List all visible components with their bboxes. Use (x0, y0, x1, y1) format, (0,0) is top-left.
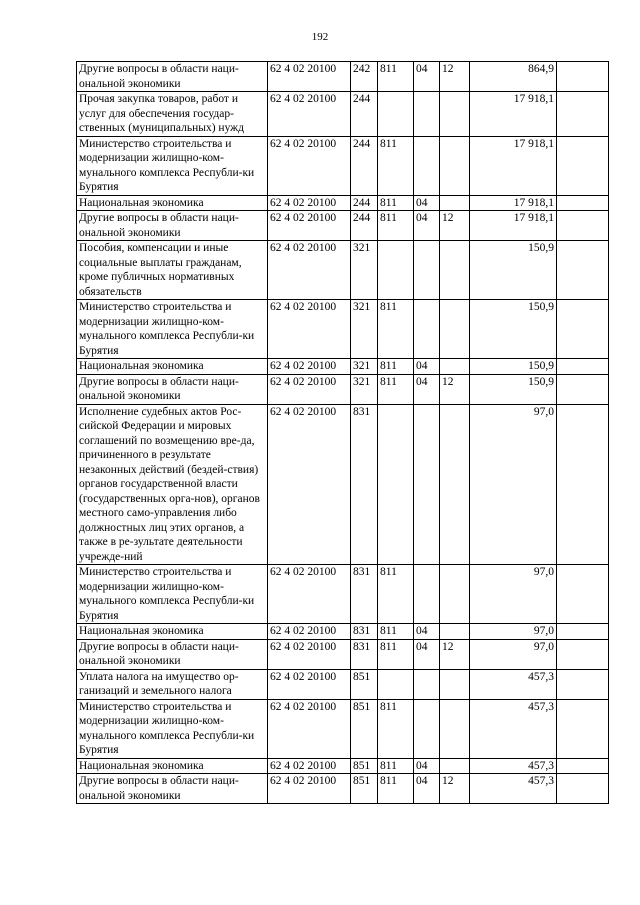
page-number: 192 (311, 31, 329, 43)
empty-cell (557, 92, 609, 137)
amount-cell: 17 918,1 (470, 136, 557, 195)
target-article-cell: 62 4 02 20100 (268, 404, 351, 565)
ministry-code-cell (378, 92, 414, 137)
ministry-code-cell: 811 (378, 374, 414, 404)
table-row (77, 404, 609, 565)
amount-cell: 17 918,1 (470, 92, 557, 137)
subsection-cell (440, 136, 470, 195)
amount-cell: 150,9 (470, 374, 557, 404)
table-row (77, 774, 609, 804)
target-article-cell: 62 4 02 20100 (268, 565, 351, 624)
empty-cell (557, 241, 609, 300)
amount-cell: 457,3 (470, 774, 557, 804)
empty-cell (557, 359, 609, 375)
amount-cell: 457,3 (470, 669, 557, 699)
subsection-cell (440, 195, 470, 211)
expense-type-cell: 244 (351, 211, 378, 241)
row-name-cell: Другие вопросы в области наци-ональной экономики (77, 774, 268, 804)
section-cell: 04 (414, 774, 440, 804)
expense-type-cell: 244 (351, 195, 378, 211)
empty-cell (557, 300, 609, 359)
target-article-cell: 62 4 02 20100 (268, 699, 351, 758)
expense-type-cell: 831 (351, 565, 378, 624)
table-row (77, 565, 609, 624)
row-name-cell: Национальная экономика (77, 359, 268, 375)
row-name-cell: Другие вопросы в области наци-ональной экономики (77, 374, 268, 404)
target-article-cell: 62 4 02 20100 (268, 758, 351, 774)
ministry-code-cell: 811 (378, 300, 414, 359)
empty-cell (557, 699, 609, 758)
row-name-cell: Пособия, компенсации и иные социальные выплаты гражданам, кроме публичных нормативных обязательств (77, 241, 268, 300)
table-row (77, 374, 609, 404)
section-cell: 04 (414, 195, 440, 211)
row-name-cell: Исполнение судебных актов Рос-сийской Федерации и мировых соглашений по возмещению вре-да, причиненного в результате незаконных действий (бездей-ствия) органов государственной власти (государственных орга-нов), органов местного само-управления либо должностных лиц этих органов, а также в ре-зультате деятельности учрежде-ний (77, 404, 268, 565)
amount-cell: 457,3 (470, 758, 557, 774)
subsection-cell: 12 (440, 639, 470, 669)
row-name-cell: Другие вопросы в области наци-ональной экономики (77, 211, 268, 241)
expense-type-cell: 242 (351, 62, 378, 92)
ministry-code-cell: 811 (378, 565, 414, 624)
target-article-cell: 62 4 02 20100 (268, 241, 351, 300)
subsection-cell (440, 624, 470, 640)
expense-type-cell: 831 (351, 404, 378, 565)
row-name-cell: Национальная экономика (77, 624, 268, 640)
target-article-cell: 62 4 02 20100 (268, 136, 351, 195)
table-row (77, 92, 609, 137)
section-cell: 04 (414, 758, 440, 774)
empty-cell (557, 136, 609, 195)
section-cell (414, 404, 440, 565)
target-article-cell: 62 4 02 20100 (268, 774, 351, 804)
table-row (77, 758, 609, 774)
empty-cell (557, 195, 609, 211)
ministry-code-cell: 811 (378, 136, 414, 195)
empty-cell (557, 374, 609, 404)
table-row (77, 136, 609, 195)
section-cell: 04 (414, 624, 440, 640)
row-name-cell: Министерство строительства и модернизации жилищно-ком-мунального комплекса Республи-ки Бурятия (77, 565, 268, 624)
row-name-cell: Другие вопросы в области наци-ональной экономики (77, 639, 268, 669)
empty-cell (557, 211, 609, 241)
section-cell: 04 (414, 211, 440, 241)
expense-type-cell: 831 (351, 624, 378, 640)
expense-type-cell: 851 (351, 758, 378, 774)
table-body (77, 62, 609, 804)
target-article-cell: 62 4 02 20100 (268, 374, 351, 404)
expense-type-cell: 321 (351, 359, 378, 375)
expense-type-cell: 851 (351, 699, 378, 758)
target-article-cell: 62 4 02 20100 (268, 211, 351, 241)
amount-cell: 97,0 (470, 639, 557, 669)
subsection-cell: 12 (440, 211, 470, 241)
ministry-code-cell: 811 (378, 639, 414, 669)
target-article-cell: 62 4 02 20100 (268, 669, 351, 699)
subsection-cell (440, 669, 470, 699)
target-article-cell: 62 4 02 20100 (268, 639, 351, 669)
expense-type-cell: 244 (351, 136, 378, 195)
ministry-code-cell: 811 (378, 211, 414, 241)
expense-type-cell: 851 (351, 774, 378, 804)
amount-cell: 457,3 (470, 699, 557, 758)
subsection-cell: 12 (440, 62, 470, 92)
target-article-cell: 62 4 02 20100 (268, 195, 351, 211)
subsection-cell (440, 758, 470, 774)
table-row (77, 62, 609, 92)
ministry-code-cell: 811 (378, 758, 414, 774)
ministry-code-cell (378, 241, 414, 300)
target-article-cell: 62 4 02 20100 (268, 359, 351, 375)
table-row (77, 639, 609, 669)
empty-cell (557, 774, 609, 804)
subsection-cell (440, 404, 470, 565)
ministry-code-cell (378, 404, 414, 565)
amount-cell: 150,9 (470, 300, 557, 359)
table-row (77, 211, 609, 241)
section-cell: 04 (414, 639, 440, 669)
amount-cell: 97,0 (470, 624, 557, 640)
row-name-cell: Министерство строительства и модернизации жилищно-ком-мунального комплекса Республи-ки Бурятия (77, 136, 268, 195)
row-name-cell: Прочая закупка товаров, работ и услуг для обеспечения государ-ственных (муниципальных) нужд (77, 92, 268, 137)
amount-cell: 150,9 (470, 359, 557, 375)
ministry-code-cell: 811 (378, 624, 414, 640)
ministry-code-cell: 811 (378, 359, 414, 375)
subsection-cell (440, 359, 470, 375)
expense-type-cell: 831 (351, 639, 378, 669)
section-cell: 04 (414, 62, 440, 92)
empty-cell (557, 62, 609, 92)
ministry-code-cell: 811 (378, 699, 414, 758)
row-name-cell: Министерство строительства и модернизации жилищно-ком-мунального комплекса Республи-ки Бурятия (77, 300, 268, 359)
empty-cell (557, 404, 609, 565)
subsection-cell (440, 565, 470, 624)
amount-cell: 17 918,1 (470, 211, 557, 241)
expense-type-cell: 321 (351, 300, 378, 359)
target-article-cell: 62 4 02 20100 (268, 92, 351, 137)
row-name-cell: Национальная экономика (77, 195, 268, 211)
section-cell: 04 (414, 359, 440, 375)
ministry-code-cell: 811 (378, 195, 414, 211)
table-row (77, 624, 609, 640)
section-cell (414, 136, 440, 195)
expense-type-cell: 321 (351, 241, 378, 300)
section-cell (414, 565, 440, 624)
subsection-cell: 12 (440, 774, 470, 804)
ministry-code-cell: 811 (378, 62, 414, 92)
section-cell (414, 92, 440, 137)
row-name-cell: Уплата налога на имущество ор-ганизаций и земельного налога (77, 669, 268, 699)
table-row (77, 699, 609, 758)
amount-cell: 17 918,1 (470, 195, 557, 211)
expense-type-cell: 851 (351, 669, 378, 699)
section-cell (414, 300, 440, 359)
empty-cell (557, 758, 609, 774)
table-row (77, 669, 609, 699)
budget-table (76, 61, 609, 804)
target-article-cell: 62 4 02 20100 (268, 300, 351, 359)
amount-cell: 97,0 (470, 565, 557, 624)
amount-cell: 97,0 (470, 404, 557, 565)
section-cell: 04 (414, 374, 440, 404)
empty-cell (557, 624, 609, 640)
row-name-cell: Министерство строительства и модернизации жилищно-ком-мунального комплекса Республи-ки Бурятия (77, 699, 268, 758)
empty-cell (557, 669, 609, 699)
empty-cell (557, 639, 609, 669)
ministry-code-cell: 811 (378, 774, 414, 804)
subsection-cell (440, 241, 470, 300)
section-cell (414, 699, 440, 758)
subsection-cell: 12 (440, 374, 470, 404)
expense-type-cell: 244 (351, 92, 378, 137)
subsection-cell (440, 300, 470, 359)
subsection-cell (440, 92, 470, 137)
table-row (77, 300, 609, 359)
amount-cell: 864,9 (470, 62, 557, 92)
table-row (77, 195, 609, 211)
table-row (77, 241, 609, 300)
section-cell (414, 669, 440, 699)
empty-cell (557, 565, 609, 624)
target-article-cell: 62 4 02 20100 (268, 624, 351, 640)
ministry-code-cell (378, 669, 414, 699)
expense-type-cell: 321 (351, 374, 378, 404)
table-row (77, 359, 609, 375)
row-name-cell: Национальная экономика (77, 758, 268, 774)
row-name-cell: Другие вопросы в области наци-ональной экономики (77, 62, 268, 92)
amount-cell: 150,9 (470, 241, 557, 300)
subsection-cell (440, 699, 470, 758)
section-cell (414, 241, 440, 300)
target-article-cell: 62 4 02 20100 (268, 62, 351, 92)
